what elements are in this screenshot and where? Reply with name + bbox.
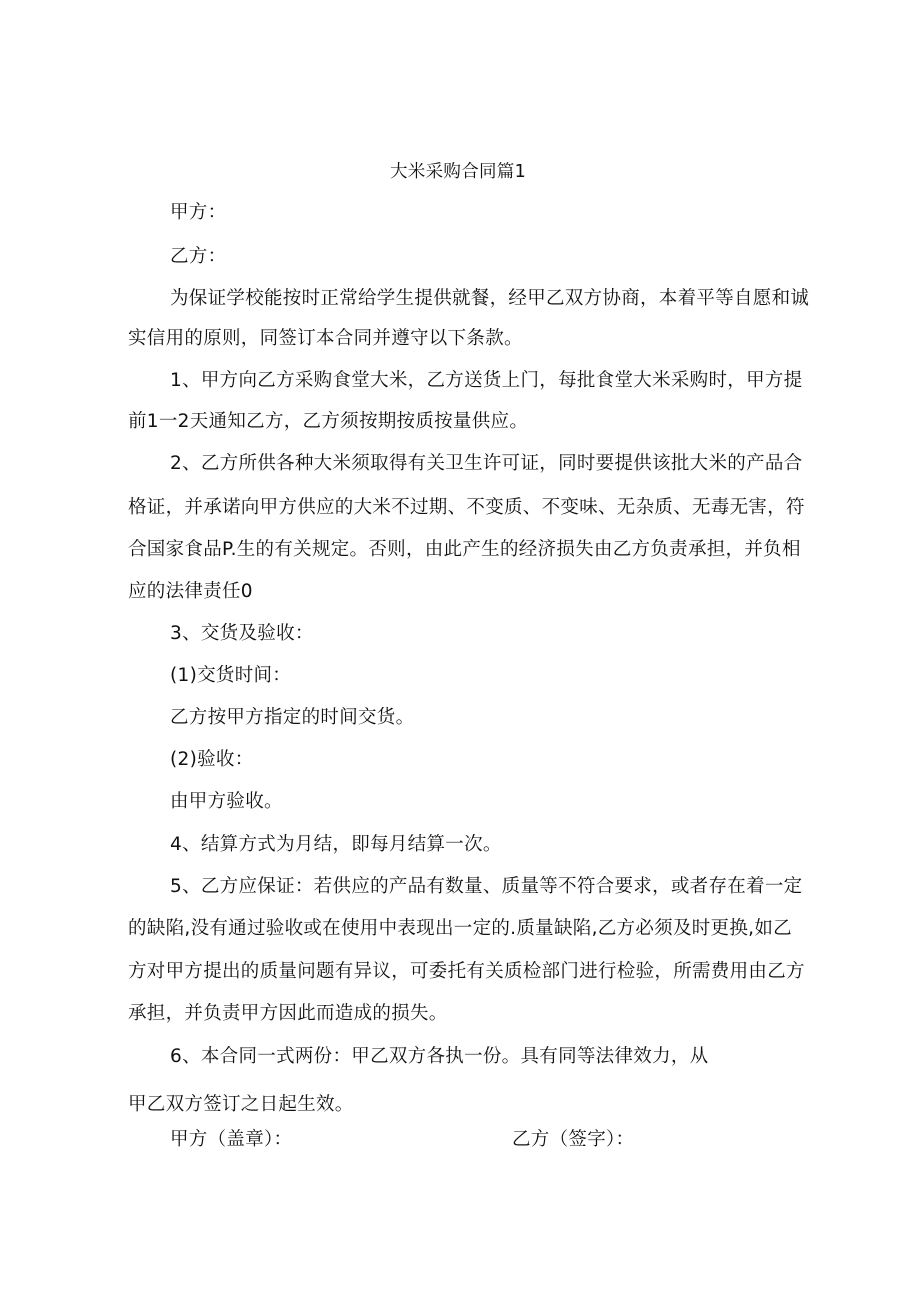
- clause-2-line: 合国家食品P.生的有关规定。否则，由此产生的经济损失由乙方负责承担，并负相: [128, 539, 801, 560]
- clause-5-line: 的缺陷,没有通过验收或在使用中表现出一定的.质量缺陷,乙方必须及时更换,如乙: [128, 918, 792, 939]
- clause-3-sub1-text: 乙方按甲方指定的时间交货。: [170, 707, 415, 728]
- clause-3-sub2-heading: (2)验收：: [170, 749, 254, 770]
- intro-line: 为保证学校能按时正常给学生提供就餐，经甲乙双方协商，本着平等自愿和诚: [170, 288, 810, 309]
- clause-2-line: 2、乙方所供各种大米须取得有关卫生许可证，同时要提供该批大米的产品合: [170, 453, 803, 474]
- clause-5-line: 5、乙方应保证：若供应的产品有数量、质量等不符合要求，或者存在着一定: [170, 876, 803, 897]
- clause-2-line: 格证，并承诺向甲方供应的大米不过期、不变质、不变味、无杂质、无毒无害，符: [128, 497, 805, 518]
- intro-line: 实信用的原则，同签订本合同并遵守以下条款。: [128, 328, 523, 349]
- clause-5-line: 承担，并负责甲方因此而造成的损失。: [128, 1003, 448, 1024]
- clause-3-sub2-text: 由甲方验收。: [170, 791, 283, 812]
- party-a-seal-label: 甲方（盖章）：: [170, 1129, 293, 1150]
- clause-6-line: 甲乙双方签订之日起生效。: [128, 1094, 354, 1115]
- clause-5-line: 方对甲方提出的质量问题有异议，可委托有关质检部门进行检验，所需费用由乙方: [128, 961, 805, 982]
- party-a-label: 甲方：: [170, 202, 227, 223]
- clause-3-sub1-heading: (1)交货时间：: [170, 665, 292, 686]
- clause-4-line: 4、结算方式为月结，即每月结算一次。: [170, 834, 502, 855]
- document-title: 大米采购合同篇1: [390, 162, 527, 182]
- party-b-sign-label: 乙方（签字）：: [512, 1129, 635, 1150]
- clause-1-line: 前1一2天通知乙方，乙方须按期按质按量供应。: [128, 411, 529, 432]
- clause-2-line: 应的法律责任0: [128, 581, 253, 602]
- party-b-label: 乙方：: [170, 246, 227, 267]
- clause-3-heading: 3、交货及验收：: [170, 623, 314, 644]
- clause-6-line: 6、本合同一式两份：甲乙双方各执一份。具有同等法律效力，从: [170, 1046, 709, 1067]
- clause-1-line: 1、甲方向乙方采购食堂大米，乙方送货上门，每批食堂大米采购时，甲方提: [170, 370, 803, 391]
